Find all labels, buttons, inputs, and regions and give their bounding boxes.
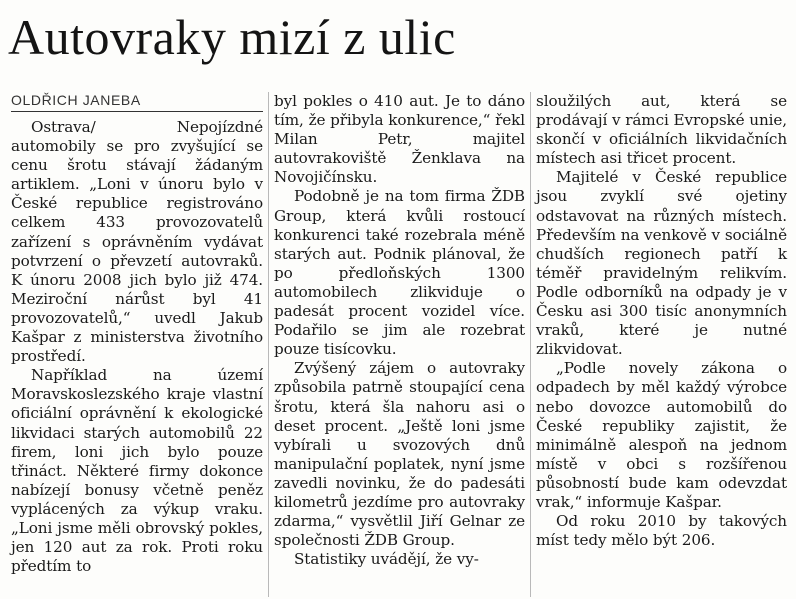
paragraph: „Podle novely zákona o odpadech by měl každý výrobce nebo dovozce automobilů do České republiky zajistit, že minimálně alespoň na jednom místě v obci s rozšířenou působností bude kam odevzdat vrak,“ informuje Kašpar. — [536, 359, 787, 511]
paragraph: Majitelé v České republice jsou zvyklí své ojetiny odstavovat na různých místech. Především na venkově v sociálně chudších regionech patří k téměř pravidelným relikvím. Podle odborníků na odpady je v Česku asi 300 tisíc anonymních vraků, které je nutné zlikvidovat. — [536, 168, 787, 359]
paragraph: Od roku 2010 by takových míst tedy mělo být 206. — [536, 512, 787, 550]
column-2 — [268, 92, 530, 597]
paragraph: Podobně je na tom firma ŽDB Group, která kvůli rostoucí konkurenci také rozebrala méně starých aut. Podnik plánoval, že po předloňských 1300 automobilech zlikviduje o padesát procent vozidel více. Podařilo se jim ale rozebrat pouze tisícovku. — [274, 187, 525, 359]
byline: OLDŘICH JANEBA — [11, 92, 263, 112]
paragraph: sloužilých aut, která se prodávají v rámci Evropské unie, skončí v oficiálních likvidačních místech asi třicet procent. — [536, 92, 787, 168]
column-3 — [530, 92, 792, 597]
paragraph: Například na území Moravskoslezského kraje vlastní oficiální oprávnění k ekologické likvidaci starých automobilů 22 firem, loni jich bylo pouze třináct. Některé firmy dokonce nabízejí bonusy včetně peněz vyplácených za výkup vraku. „Loni jsme měli obrovský pokles, jen 120 aut za rok. Proti roku předtím to — [11, 366, 263, 576]
paragraph: Zvýšený zájem o autovraky způsobila patrně stoupající cena šrotu, která šla nahoru asi o deset procent. „Ještě loni jsme vybírali u svozových dnů manipulační poplatek, nyní jsme zavedli novinku, že do padesáti kilometrů jezdíme pro autovraky zdarma,“ vysvětlil Jiří Gelnar ze společnosti ŽDB Group. — [274, 359, 525, 550]
column-1 — [6, 92, 268, 597]
paragraph: byl pokles o 410 aut. Je to dáno tím, že přibyla konkurence,“ řekl Milan Petr, majitel autovrakoviště Ženklava na Novojičínsku. — [274, 92, 525, 187]
paragraph: Statistiky uvádějí, že vy- — [294, 550, 479, 569]
article-body — [6, 92, 792, 597]
headline: Autovraky mizí z ulic — [8, 9, 456, 65]
paragraph: Ostrava/ Nepojízdné automobily se pro zvyšující se cenu šrotu stávají žádaným artiklem. „Loni v únoru bylo v České republice registrováno celkem 433 provozovatelů zařízení s oprávněním vydávat potvrzení o převzetí autovraků. K únoru 2008 jich bylo již 474. Meziroční nárůst byl 41 provozovatelů,“ uvedl Jakub Kašpar z ministerstva životního prostředí. — [11, 118, 263, 366]
